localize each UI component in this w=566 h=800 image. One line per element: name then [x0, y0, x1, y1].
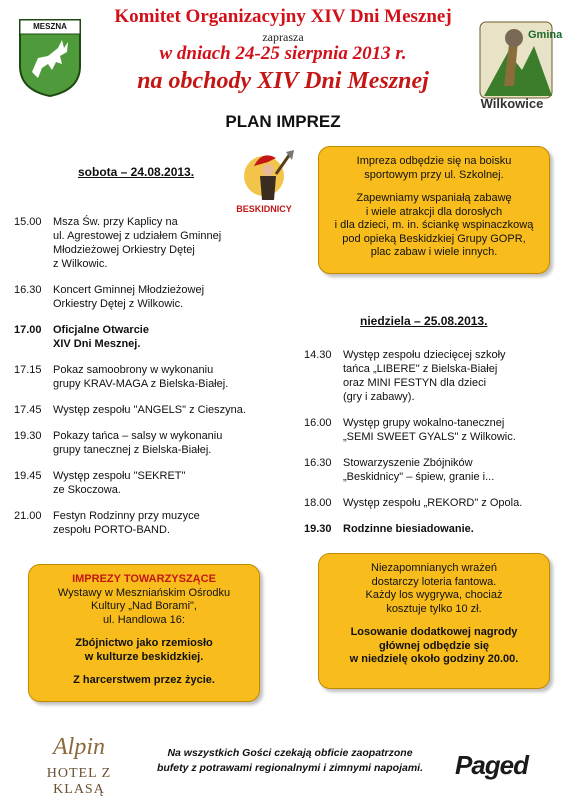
attractions-text: Zapewniamy wspaniałą zabawę i wiele atrakcji dla dorosłych i dla dzieci, m. in. ściankę wspinaczkową pod opieką Beskidzkiej Grupy GOPR, plac zabaw i wiele innych.: [334, 192, 534, 258]
event-description: Koncert Gminnej Młodzieżowej Orkiestry Dętej z Wilkowic.: [53, 284, 205, 310]
alpin-hotel-logo: [20, 732, 138, 797]
event-description: Oficjalne Otwarcie XIV Dni Mesznej.: [53, 324, 149, 350]
event-time: 16.30: [304, 457, 332, 469]
exhibition-1: Zbójnictwo jako rzemiosło w kulturze beskidzkiej.: [75, 637, 213, 663]
schedule-item: [14, 469, 289, 497]
schedule-item: [304, 496, 559, 510]
gmina-logo-bottom-text: Wilkowice: [480, 96, 544, 111]
side-events-title: IMPREZY TOWARZYSZĄCE: [72, 573, 216, 585]
beskidnicy-logo: [228, 146, 308, 218]
exhibition-venue-text: Wystawy w Meszniańskim Ośrodku Kultury „Nad Borami", ul. Handlowa 16:: [57, 586, 231, 626]
coat-of-arms-label: MESZNA: [33, 22, 67, 31]
event-time: 14.30: [304, 349, 332, 361]
event-description: Pokazy tańca – salsy w wykonaniu grupy tanecznej z Bielska-Białej.: [53, 430, 223, 456]
event-description: Rodzinne biesiadowanie.: [343, 523, 474, 535]
event-time: 21.00: [14, 510, 42, 522]
saturday-schedule: [14, 215, 289, 537]
schedule-item: [14, 403, 289, 417]
event-description: Występ zespołu "ANGELS" z Cieszyna.: [53, 404, 246, 416]
venue-info-box: [318, 146, 550, 274]
side-events-box: [28, 564, 260, 702]
schedule-item: [14, 509, 289, 537]
buffet-note: Na wszystkich Gości czekają obficie zaopatrzone bufety z potrawami regionalnymi i zimnymi napojami.: [156, 747, 424, 774]
schedule-item: [14, 429, 289, 457]
lottery-text: Niezapomnianych wrażeń dostarczy loteria fantowa. Każdy los wygrywa, chociaż kosztuje tylko 10 zł.: [365, 562, 503, 615]
schedule-item: [304, 456, 559, 484]
venue-info-text: Impreza odbędzie się na boisku sportowym przy ul. Szkolnej.: [356, 155, 512, 181]
event-description: Występ zespołu „REKORD" z Opola.: [343, 497, 523, 509]
event-description: Pokaz samoobrony w wykonaniu grupy KRAV-MAGA z Bielska-Białej.: [53, 364, 229, 390]
event-description: Msza Św. przy Kaplicy na ul. Agrestowej z udziałem Gminnej Młodzieżowej Orkiestry Dętej z Wilkowic.: [53, 216, 222, 270]
event-time: 19.30: [14, 430, 42, 442]
schedule-item: [14, 323, 289, 351]
organizer-title: Komitet Organizacyjny XIV Dni Mesznej: [114, 6, 452, 27]
event-description: Występ zespołu dziecięcej szkoły tańca „LIBERE" z Bielska-Białej oraz MINI FESTYN dla dzieci (gry i zabawy).: [343, 349, 506, 403]
lottery-box: [318, 553, 550, 689]
schedule-item: [304, 522, 559, 536]
schedule-item: [14, 283, 289, 311]
schedule-item: [14, 363, 289, 391]
alpin-tagline: HOTEL Z KLASĄ: [46, 766, 112, 797]
event-name: na obchody XIV Dni Mesznej: [137, 68, 429, 94]
schedule-item: [304, 348, 559, 404]
paged-sponsor-logo: Paged: [455, 750, 529, 780]
event-time: 16.30: [14, 284, 42, 296]
lottery-prize-text: Losowanie dodatkowej nagrody głównej odbędzie się w niedzielę około godziny 20.00.: [349, 626, 519, 665]
sunday-schedule: [304, 348, 559, 536]
event-time: 16.00: [304, 417, 332, 429]
alpin-name: Alpin: [53, 734, 105, 760]
event-description: Festyn Rodzinny przy muzyce zespołu PORTO-BAND.: [53, 510, 200, 536]
sunday-header: niedziela – 25.08.2013.: [360, 314, 488, 328]
event-description: Występ zespołu "SEKRET" ze Skoczowa.: [53, 470, 186, 496]
event-description: Występ grupy wokalno-tanecznej „SEMI SWEET GYALS" z Wilkowic.: [343, 417, 516, 443]
beskidnicy-label: BESKIDNICY: [236, 204, 292, 214]
event-time: 18.00: [304, 497, 332, 509]
gmina-logo-top-text: Gmina: [528, 29, 563, 41]
event-time: 17.45: [14, 404, 42, 416]
event-description: Stowarzyszenie Zbójników „Beskidnicy" – śpiew, granie i...: [343, 457, 495, 483]
schedule-item: [14, 215, 289, 271]
event-time: 19.30: [304, 523, 332, 535]
schedule-item: [304, 416, 559, 444]
event-time: 17.00: [14, 324, 42, 336]
invite-word: zaprasza: [262, 30, 304, 44]
exhibition-2: Z harcerstwem przez życie.: [73, 674, 215, 686]
plan-title: PLAN IMPREZ: [225, 112, 341, 131]
event-dates: w dniach 24-25 sierpnia 2013 r.: [159, 43, 407, 64]
event-time: 17.15: [14, 364, 42, 376]
saturday-header: sobota – 24.08.2013.: [78, 165, 195, 179]
event-time: 15.00: [14, 216, 42, 228]
event-time: 19.45: [14, 470, 42, 482]
